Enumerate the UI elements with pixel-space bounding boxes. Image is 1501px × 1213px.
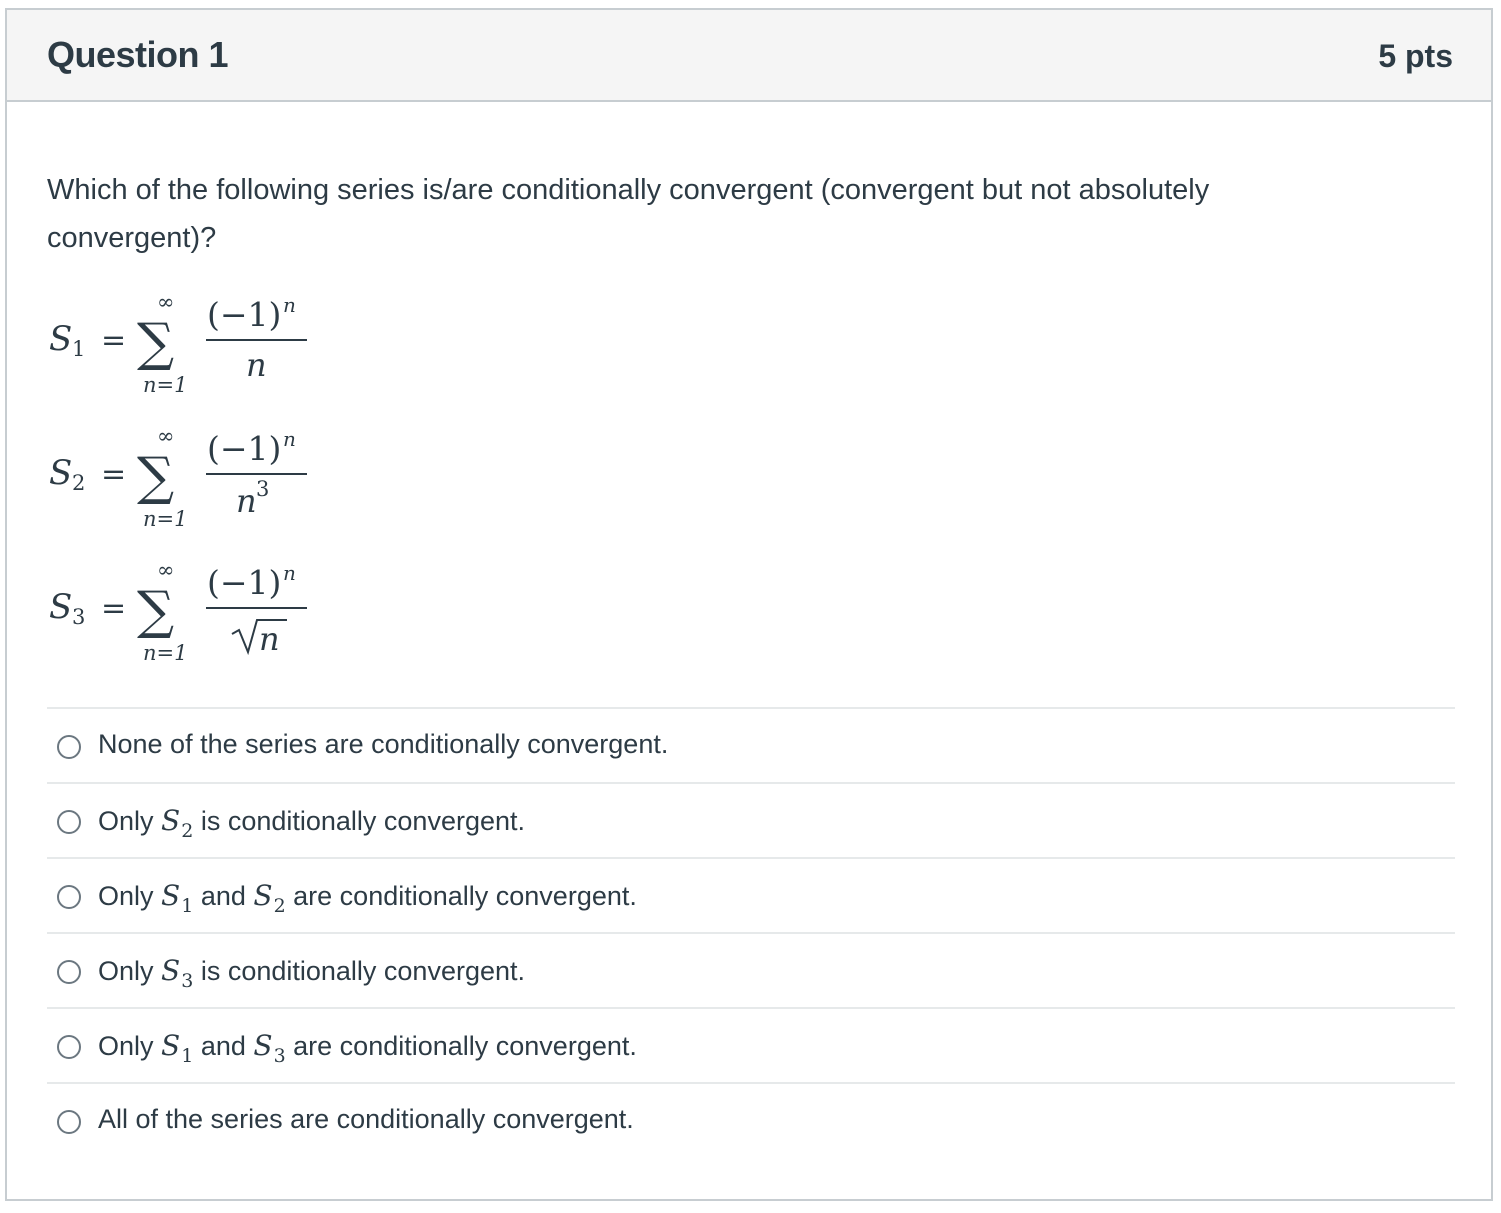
answer-option[interactable] (47, 932, 1455, 1007)
series-name: S (49, 319, 73, 359)
math-subscript: 2 (181, 820, 194, 842)
math-variable: S (253, 879, 273, 912)
equals-sign: = (101, 591, 127, 626)
series-s1-formula (49, 288, 369, 398)
sum-lower-limit: n=1 (143, 507, 188, 531)
equals-sign: = (101, 457, 127, 492)
radio-button[interactable] (57, 885, 81, 909)
answer-label: All of the series are conditionally convergent. (98, 1104, 634, 1134)
radio-button[interactable] (57, 960, 81, 984)
sum-lower-limit: n=1 (143, 373, 188, 397)
answer-label: Only $S_3$ is conditionally convergent. (98, 954, 525, 992)
numerator-exponent: n (283, 427, 296, 451)
question-prompt: Which of the following series is/are conditionally convergent (convergent but not absolutely convergent)? (47, 174, 1210, 254)
sum-upper-limit: ∞ (157, 558, 175, 582)
series-subscript: 1 (72, 337, 86, 361)
sigma-symbol: ∑ (137, 313, 175, 373)
series-subscript: 3 (72, 605, 86, 629)
radio-button[interactable] (57, 1035, 81, 1059)
math-subscript: 3 (181, 970, 194, 992)
radio-button[interactable] (57, 810, 81, 834)
fraction-denominator: n (236, 482, 257, 520)
answer-label: None of the series are conditionally convergent. (98, 729, 669, 759)
sigma-symbol: ∑ (137, 447, 175, 507)
answer-label: Only $S_2$ is conditionally convergent. (98, 804, 525, 842)
answer-option[interactable] (47, 857, 1455, 932)
answer-option[interactable] (47, 782, 1455, 857)
answer-label: Only $S_1$ and $S_2$ are conditionally convergent. (98, 879, 637, 917)
math-variable: S (161, 879, 181, 912)
series-s3 (49, 556, 369, 666)
math-variable: S (161, 954, 181, 987)
numerator-exponent: n (283, 561, 296, 585)
answer-option[interactable] (47, 1082, 1455, 1157)
series-name: S (49, 453, 73, 493)
answer-list (47, 707, 1455, 1157)
answer-option[interactable] (47, 707, 1455, 782)
sum-upper-limit: ∞ (157, 290, 175, 314)
series-subscript: 2 (72, 471, 86, 495)
question-title: Question 1 (47, 34, 229, 75)
sum-lower-limit: n=1 (143, 641, 188, 665)
series-name: S (49, 587, 73, 627)
question-points: 5 pts (1378, 38, 1453, 74)
math-subscript: 2 (273, 895, 286, 917)
fraction-denominator: n (259, 620, 280, 658)
answer-label: Only $S_1$ and $S_3$ are conditionally convergent. (98, 1029, 637, 1067)
math-subscript: 1 (181, 1045, 194, 1067)
numerator-exponent: n (283, 293, 296, 317)
math-subscript: 1 (181, 895, 194, 917)
answer-option[interactable] (47, 1007, 1455, 1082)
fraction-numerator: (−1) (207, 429, 282, 468)
fraction-denominator: n (246, 346, 267, 384)
fraction-numerator: (−1) (207, 563, 282, 602)
radio-button[interactable] (57, 1110, 81, 1134)
sum-upper-limit: ∞ (157, 424, 175, 448)
series-s1 (49, 288, 369, 398)
series-s2-formula (49, 422, 369, 532)
math-subscript: 3 (273, 1045, 286, 1067)
math-variable: S (253, 1029, 273, 1062)
fraction-numerator: (−1) (207, 295, 282, 334)
question-header (7, 10, 1491, 102)
question-card (5, 8, 1493, 1201)
series-s3-formula (49, 556, 369, 666)
denominator-exponent: 3 (256, 477, 270, 501)
series-s2 (49, 422, 369, 532)
sigma-symbol: ∑ (137, 581, 175, 641)
equals-sign: = (101, 323, 127, 358)
math-variable: S (161, 1029, 181, 1062)
math-variable: S (161, 804, 181, 837)
radio-button[interactable] (57, 735, 81, 759)
